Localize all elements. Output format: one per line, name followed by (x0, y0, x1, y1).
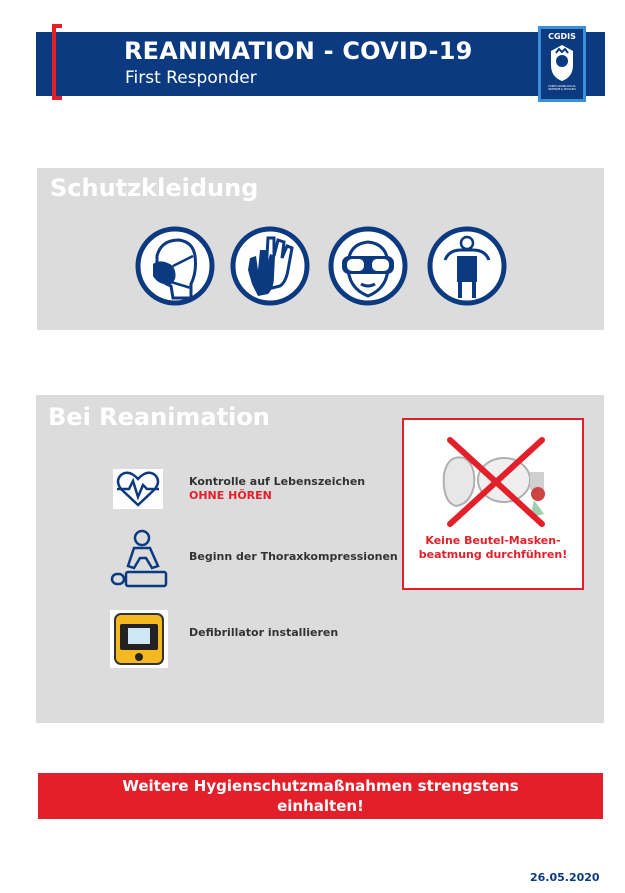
gloves-icon (230, 226, 310, 306)
apron-icon (427, 226, 507, 306)
step-3-text: Defibrillator installieren (189, 626, 339, 639)
step-2-text: Beginn der Thoraxkompressionen (189, 550, 398, 563)
ppe-section-title: Schutzkleidung (50, 174, 259, 202)
header-bracket (52, 24, 62, 100)
cpr-section-title: Bei Reanimation (48, 403, 270, 431)
goggles-icon (328, 226, 408, 306)
ppe-panel (37, 168, 604, 330)
chest-compression-icon (108, 528, 170, 590)
page-subtitle: First Responder (125, 68, 257, 88)
hygiene-banner (38, 773, 603, 819)
bag-valve-mask-crossed-icon (434, 434, 558, 530)
page-title: REANIMATION - COVID-19 (124, 37, 473, 65)
cgdis-logo (538, 26, 586, 102)
heart-pulse-icon (113, 469, 163, 509)
warning-text: Keine Beutel-Masken- beatmung durchführen! (418, 534, 568, 561)
logo-subtext: CORPS GRAND-DUCAL INCENDIE & SECOURS (548, 85, 576, 91)
defibrillator-icon (110, 610, 168, 668)
document-date: 26.05.2020 (530, 871, 600, 884)
banner-text: Weitere Hygienschutzmaßnahmen strengstens einhalten! (122, 777, 519, 815)
lion-crest-icon (547, 43, 577, 83)
face-mask-icon (135, 226, 215, 306)
logo-label: CGDIS (548, 32, 576, 41)
warning-box (402, 418, 584, 590)
step-1-highlight: OHNE HÖREN (189, 489, 272, 502)
step-1-text: Kontrolle auf Lebenszeichen (189, 475, 366, 488)
